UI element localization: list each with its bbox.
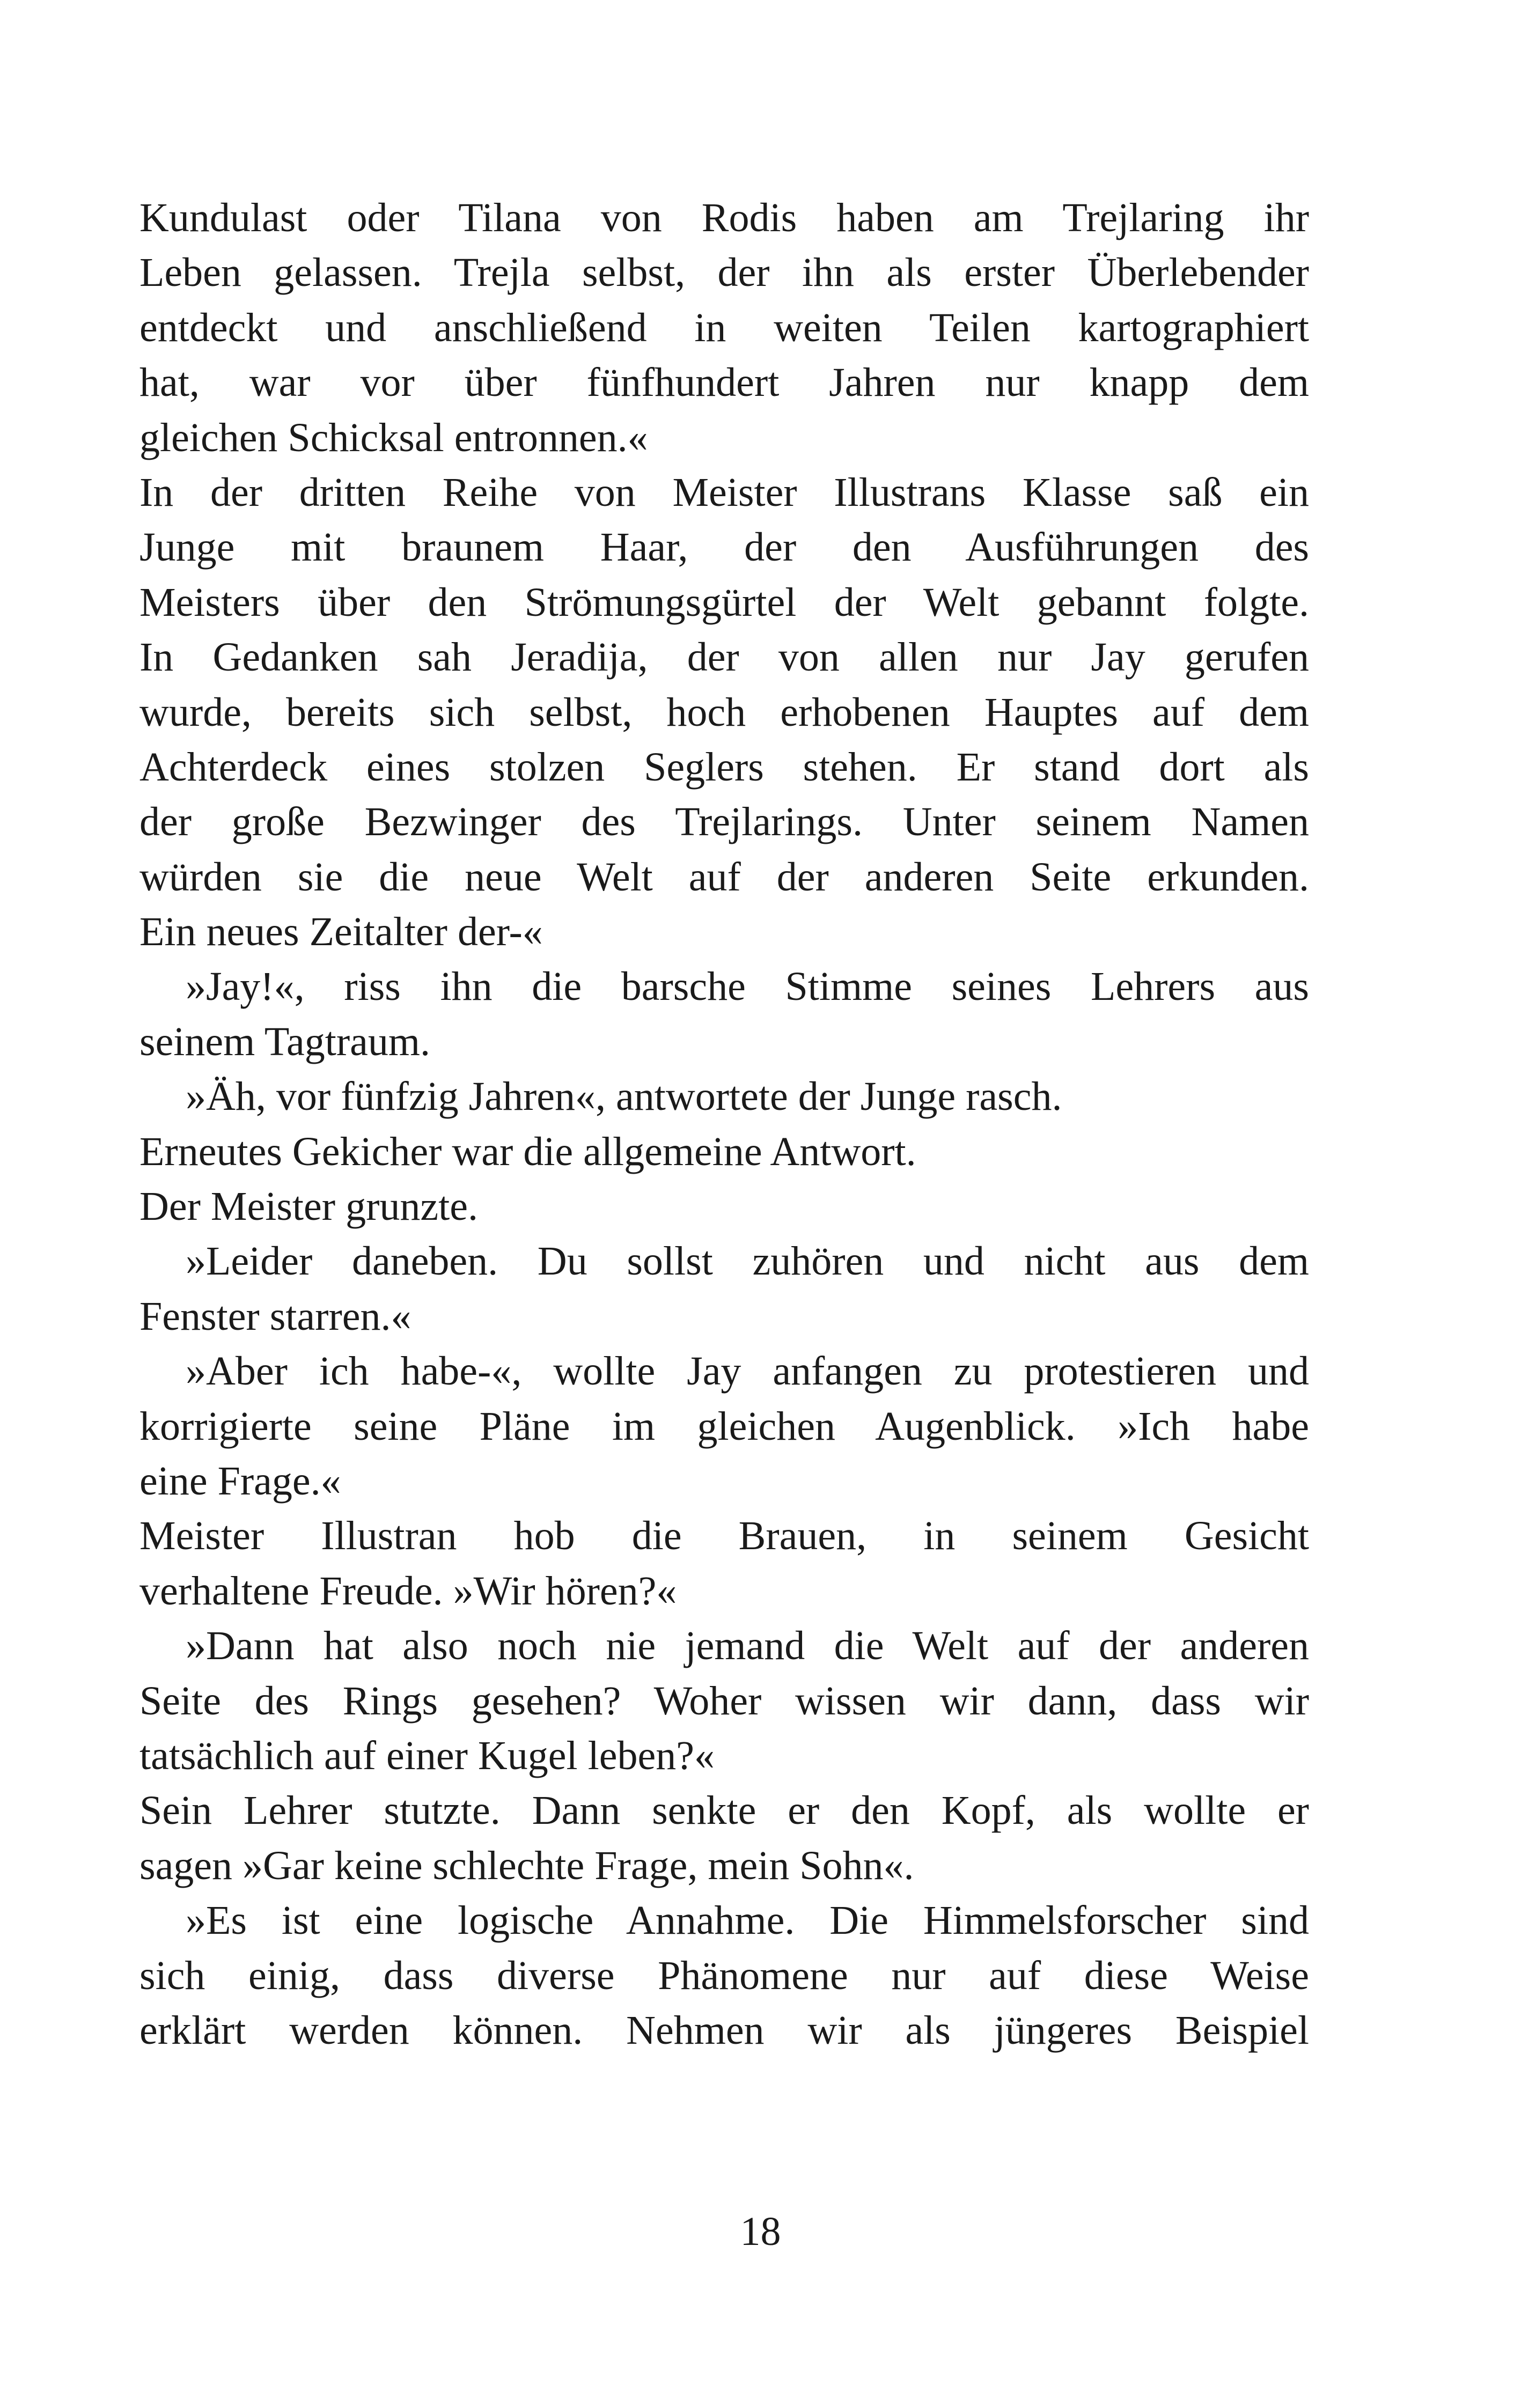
text-line: Achterdeck eines stolzen Seglers stehen. Er stand dort als (139, 744, 1309, 790)
text-line: »Aber ich habe-«, wollte Jay anfangen zu protestieren und (186, 1349, 1309, 1394)
text-line: verhaltene Freude. »Wir hören?« (139, 1568, 677, 1614)
text-line: Leben gelassen. Trejla selbst, der ihn als erster Überlebender (139, 250, 1309, 296)
text-line: Der Meister grunzte. (139, 1184, 478, 1229)
text-line: Junge mit braunem Haar, der den Ausführungen des (139, 525, 1309, 570)
text-line: sich einig, dass diverse Phänomene nur auf diese Weise (139, 1953, 1309, 1998)
text-line: erklärt werden können. Nehmen wir als jüngeres Beispiel (139, 2007, 1309, 2053)
text-line: Meisters über den Strömungsgürtel der Welt gebannt folgte. (139, 579, 1309, 625)
text-line: In Gedanken sah Jeradija, der von allen nur Jay gerufen (139, 635, 1309, 680)
text-line: sagen »Gar keine schlechte Frage, mein Sohn«. (139, 1843, 914, 1888)
text-line: wurde, bereits sich selbst, hoch erhobenen Hauptes auf dem (139, 689, 1309, 735)
body-text (139, 190, 1309, 2058)
text-line: Meister Illustran hob die Brauen, in seinem Gesicht (139, 1513, 1309, 1559)
text-line: hat, war vor über fünfhundert Jahren nur knapp dem (139, 360, 1309, 406)
text-line: tatsächlich auf einer Kugel leben?« (139, 1733, 715, 1778)
text-line: entdeckt und anschließend in weiten Teilen kartographiert (139, 305, 1309, 350)
text-line: gleichen Schicksal entronnen.« (139, 415, 648, 460)
text-line: korrigierte seine Pläne im gleichen Augenblick. »Ich habe (139, 1403, 1309, 1449)
page-number: 18 (740, 2209, 781, 2254)
text-line: »Es ist eine logische Annahme. Die Himmelsforscher sind (186, 1898, 1309, 1943)
text-line: würden sie die neue Welt auf der anderen Seite erkunden. (139, 854, 1309, 900)
text-line: Erneutes Gekicher war die allgemeine Antwort. (139, 1129, 916, 1174)
text-line: Seite des Rings gesehen? Woher wissen wir dann, dass wir (139, 1678, 1309, 1724)
text-line: Kundulast oder Tilana von Rodis haben am Trejlaring ihr (139, 195, 1309, 240)
text-line: »Äh, vor fünfzig Jahren«, antwortete der Junge rasch. (186, 1074, 1062, 1120)
text-line: der große Bezwinger des Trejlarings. Unter seinem Namen (139, 799, 1309, 845)
text-line: »Leider daneben. Du sollst zuhören und nicht aus dem (186, 1239, 1309, 1284)
text-line: Sein Lehrer stutzte. Dann senkte er den Kopf, als wollte er (139, 1788, 1309, 1833)
text-line: »Jay!«, riss ihn die barsche Stimme seines Lehrers aus (186, 964, 1309, 1010)
text-line: Fenster starren.« (139, 1293, 412, 1339)
text-line: seinem Tagtraum. (139, 1019, 431, 1064)
text-line: »Dann hat also noch nie jemand die Welt auf der anderen (186, 1623, 1309, 1669)
text-line: In der dritten Reihe von Meister Illustrans Klasse saß ein (139, 469, 1309, 515)
text-line: Ein neues Zeitalter der-« (139, 909, 543, 955)
text-line: eine Frage.« (139, 1458, 341, 1504)
